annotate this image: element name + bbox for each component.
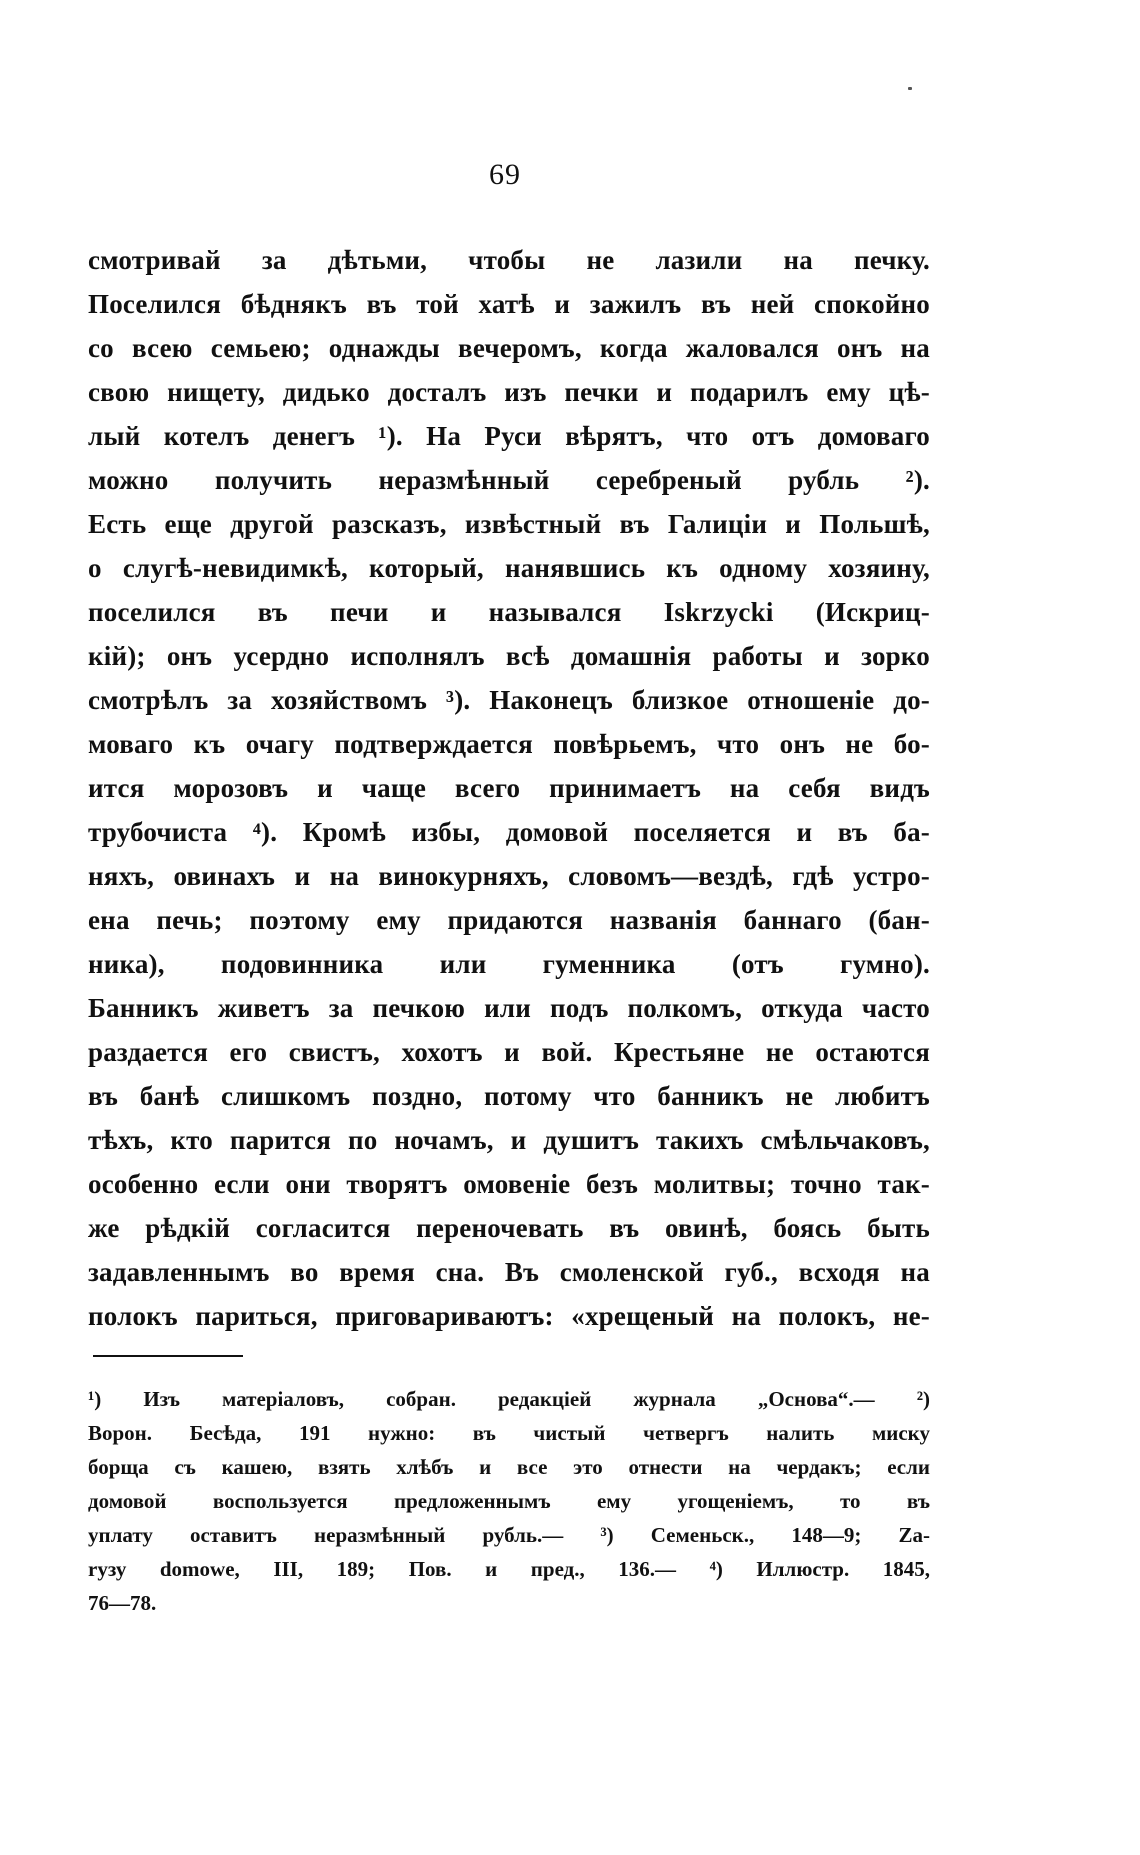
body-line: смотрѣлъ за хозяйствомъ ³). Наконецъ близкое отношеніе до- <box>88 685 930 715</box>
body-line: Банникъ живетъ за печкою или подъ полкомъ, откуда часто <box>88 993 930 1023</box>
footnote-line: ¹) Изъ матеріаловъ, собран. редакціей журнала „Основа“.— ²) <box>88 1387 930 1411</box>
body-line: кій); онъ усердно исполнялъ всѣ домашнія работы и зорко <box>88 641 930 671</box>
body-line: въ банѣ слишкомъ поздно, потому что банникъ не любитъ <box>88 1081 930 1111</box>
footnote-line: борща съ кашею, взять хлѣбъ и все это отнести на чердакъ; если <box>88 1455 930 1479</box>
body-text <box>88 238 930 1338</box>
footnote-line: 76—78. <box>88 1591 157 1615</box>
body-line: лый котелъ денегъ ¹). На Руси вѣрятъ, что отъ домоваго <box>88 421 930 451</box>
body-line: раздается его свистъ, хохотъ и вой. Крестьяне не остаются <box>88 1037 930 1067</box>
footnote-line: ryзу domowe, III, 189; Пов. и пред., 136.— ⁴) Иллюстр. 1845, <box>88 1557 930 1581</box>
body-line: трубочиста ⁴). Кромѣ избы, домовой поселяется и въ ба- <box>88 817 930 847</box>
body-line: тѣхъ, кто парится по ночамъ, и душитъ такихъ смѣльчаковъ, <box>88 1125 930 1155</box>
body-line: же рѣдкій согласится переночевать въ овинѣ, боясь быть <box>88 1213 930 1243</box>
footnote-line: домовой воспользуется предложеннымъ ему угощеніемъ, то въ <box>88 1489 930 1513</box>
body-line: няхъ, овинахъ и на винокурняхъ, словомъ—вездѣ, гдѣ устро- <box>88 861 930 891</box>
body-line: ника), подовинника или гуменника (отъ гумно). <box>88 949 930 979</box>
print-speck <box>908 87 912 90</box>
body-line: со всею семьею; однажды вечеромъ, когда жаловался онъ на <box>88 333 930 363</box>
footnote-divider <box>93 1355 243 1357</box>
body-line: Есть еще другой разсказъ, извѣстный въ Галиціи и Польшѣ, <box>88 509 930 539</box>
body-line: смотривай за дѣтьми, чтобы не лазили на печку. <box>88 245 930 275</box>
footnotes <box>88 1382 930 1620</box>
body-line: ится морозовъ и чаще всего принимаетъ на себя видъ <box>88 773 930 803</box>
body-line: Поселился бѣднякъ въ той хатѣ и зажилъ въ ней спокойно <box>88 289 930 319</box>
body-line: поселился въ печи и назывался Iskrzycki (Искриц- <box>88 597 930 627</box>
body-line: полокъ париться, приговариваютъ: «хрещеный на полокъ, не- <box>88 1301 930 1331</box>
body-line: можно получить неразмѣнный серебреный рубль ²). <box>88 465 930 495</box>
body-line: моваго къ очагу подтверждается повѣрьемъ, что онъ не бо- <box>88 729 930 759</box>
body-line: ена печь; поэтому ему придаются названія баннаго (бан- <box>88 905 930 935</box>
page-number: 69 <box>489 158 521 191</box>
body-line: свою нищету, дидько досталъ изъ печки и подарилъ ему цѣ- <box>88 377 930 407</box>
body-line: о слугѣ-невидимкѣ, который, нанявшись къ одному хозяину, <box>88 553 930 583</box>
footnote-line: уплату оставитъ неразмѣнный рубль.— ³) Семеньск., 148—9; Za- <box>88 1523 930 1547</box>
body-line: особенно если они творятъ омовеніе безъ молитвы; точно так- <box>88 1169 930 1199</box>
body-line: задавленнымъ во время сна. Въ смоленской губ., всходя на <box>88 1257 930 1287</box>
footnote-line: Ворон. Бесѣда, 191 нужно: въ чистый четвергъ налить миску <box>88 1421 930 1445</box>
